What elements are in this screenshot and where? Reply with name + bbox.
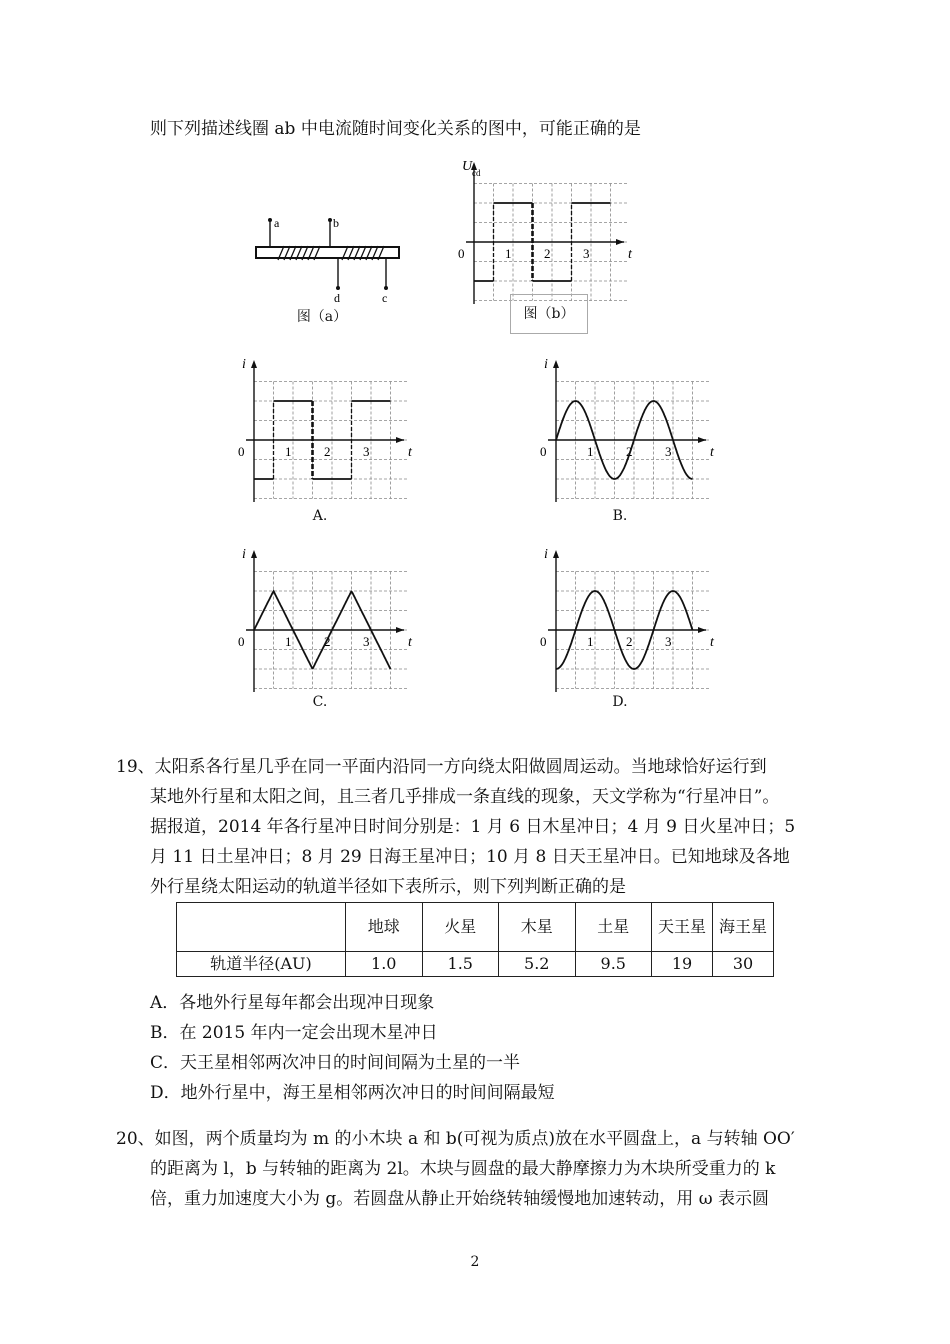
x-axis-label: t (408, 445, 412, 460)
graph-svg (228, 540, 418, 698)
tick-label: 3 (583, 246, 590, 261)
graph-svg (530, 350, 720, 508)
y-axis-arrow (251, 550, 257, 558)
origin-label: 0 (458, 246, 465, 261)
table-cell: 1.5 (422, 952, 499, 977)
tick-label: 1 (505, 246, 512, 261)
option-d-graph (530, 540, 720, 702)
x-axis-arrow (396, 437, 404, 443)
y-axis-label: U (462, 159, 473, 174)
q19-choice-c: C．天王星相邻两次冲日的时间间隔为土星的一半 (150, 1053, 521, 1073)
y-axis-arrow (553, 360, 559, 368)
tick-label: 3 (665, 444, 672, 459)
tick-label: 1 (587, 634, 594, 649)
q20-line-2: 的距离为 l，b 与转轴的距离为 2l。木块与圆盘的最大静摩擦力为木块所受重力的 k (150, 1159, 776, 1179)
table-row-label: 轨道半径(AU) (177, 952, 346, 977)
figure-b (448, 152, 638, 314)
table-header-cell: 地球 (346, 903, 423, 952)
option-b-graph (530, 350, 720, 512)
orbit-radius-table (176, 902, 774, 977)
option-b-label: B. (612, 508, 628, 524)
tick-label: 3 (363, 444, 370, 459)
q20-line-3: 倍，重力加速度大小为 g。若圆盘从静止开始绕转轴缓慢地加速转动，用 ω 表示圆 (150, 1189, 769, 1209)
table-header-cell: 火星 (422, 903, 499, 952)
tick-label: 2 (626, 444, 633, 459)
q19-line-2: 某地外行星和太阳之间，且三者几乎排成一条直线的现象，天文学称为“行星冲日”。 (150, 787, 780, 807)
table-cell: 30 (713, 952, 774, 977)
y-axis-label: i (544, 357, 548, 372)
coil-figure-a (250, 210, 410, 310)
y-axis-arrow (251, 360, 257, 368)
label-a: a (274, 216, 280, 230)
q19-line-4: 月 11 日土星冲日；8 月 29 日海王星冲日；10 月 8 日天王星冲日。已知地球及各地 (150, 847, 790, 867)
fig-a-caption: 图（a） (296, 309, 348, 325)
origin-label: 0 (238, 444, 245, 459)
tick-label: 3 (665, 634, 672, 649)
origin-label: 0 (238, 634, 245, 649)
option-c-label: C. (312, 694, 328, 710)
y-axis-label: i (242, 357, 246, 372)
label-c: c (382, 291, 388, 305)
q19-choice-b: B．在 2015 年内一定会出现木星冲日 (150, 1023, 438, 1043)
q19-line-3: 据报道，2014 年各行星冲日时间分别是：1 月 6 日木星冲日；4 月 9 日火星冲日；5 (150, 817, 796, 837)
table-header-cell: 天王星 (652, 903, 713, 952)
tick-label: 1 (587, 444, 594, 459)
table-cell: 1.0 (346, 952, 423, 977)
y-axis-sub: cd (472, 168, 481, 178)
q19-choice-d: D．地外行星中，海王星相邻两次冲日的时间间隔最短 (150, 1083, 555, 1103)
q19-line-1: 19、太阳系各行星几乎在同一平面内沿同一方向绕太阳做圆周运动。当地球恰好运行到 (116, 757, 767, 777)
x-axis-label: t (628, 247, 632, 262)
y-axis-label: i (242, 547, 246, 562)
tick-label: 2 (324, 634, 331, 649)
x-axis-label: t (710, 445, 714, 460)
page-number: 2 (470, 1254, 480, 1270)
table-header-row (177, 903, 774, 952)
table-header-cell: 土星 (575, 903, 652, 952)
origin-label: 0 (540, 634, 547, 649)
q19-line-5: 外行星绕太阳运动的轨道半径如下表所示，则下列判断正确的是 (150, 877, 626, 897)
table-cell: 9.5 (575, 952, 652, 977)
tick-label: 1 (285, 444, 292, 459)
origin-label: 0 (540, 444, 547, 459)
fig-b-caption: 图（b） (510, 294, 588, 334)
table-row (177, 952, 774, 977)
y-axis-arrow (553, 550, 559, 558)
label-d: d (334, 291, 340, 305)
y-axis-label: i (544, 547, 548, 562)
intro-line: 则下列描述线圈 ab 中电流随时间变化关系的图中，可能正确的是 (150, 119, 641, 139)
graph-svg (228, 350, 418, 508)
x-axis-arrow (698, 627, 706, 633)
option-d-label: D. (612, 694, 628, 710)
option-a-label: A. (312, 508, 328, 524)
q20-line-1: 20、如图，两个质量均为 m 的小木块 a 和 b(可视为质点)放在水平圆盘上，a 与转轴 OO′ (116, 1129, 795, 1149)
x-axis-label: t (710, 635, 714, 650)
q19-choice-a: A．各地外行星每年都会出现冲日现象 (150, 993, 435, 1013)
tick-label: 2 (626, 634, 633, 649)
x-axis-arrow (698, 437, 706, 443)
table-cell: 19 (652, 952, 713, 977)
table-header-cell: 海王星 (713, 903, 774, 952)
x-axis-arrow (396, 627, 404, 633)
label-b: b (333, 216, 339, 230)
tick-label: 1 (285, 634, 292, 649)
x-axis-arrow (616, 239, 624, 245)
graph-svg (530, 540, 720, 698)
table-cell: 5.2 (499, 952, 576, 977)
tick-label: 3 (363, 634, 370, 649)
graph-svg (448, 152, 638, 310)
option-a-graph (228, 350, 418, 512)
tick-label: 2 (324, 444, 331, 459)
table-header-cell: 木星 (499, 903, 576, 952)
option-c-graph (228, 540, 418, 702)
tick-label: 2 (544, 246, 551, 261)
table-corner-cell (177, 903, 346, 952)
x-axis-label: t (408, 635, 412, 650)
